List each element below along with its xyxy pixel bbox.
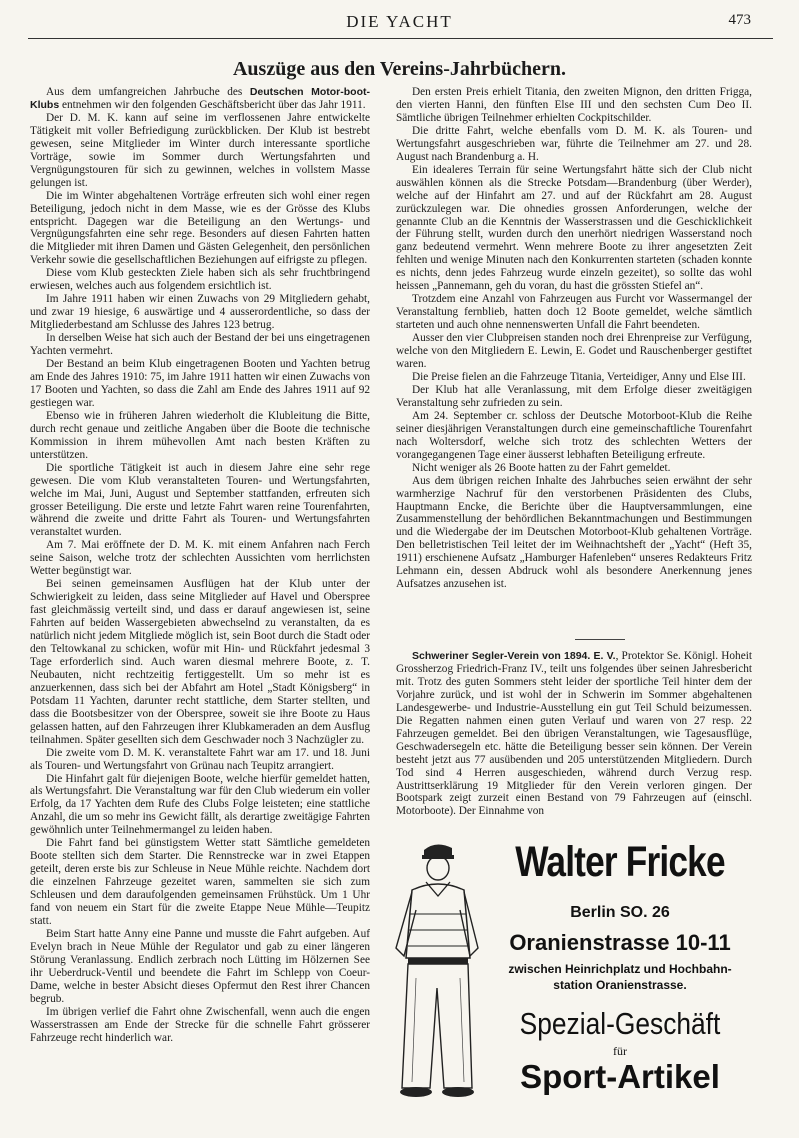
paragraph [30,358,370,410]
page-number: 473 [728,12,751,28]
advertiser-street: Oranienstrasse 10-11 [509,930,731,955]
schweriner-paragraph [396,650,752,818]
paragraph-text: Die Preise fielen an die Fahrzeuge Titania, Verteidiger, Anny und Else III. [412,370,746,383]
advertiser-fuer: für [613,1044,627,1058]
paragraph [396,293,752,332]
paragraph-text: Am 24. September cr. schloss der Deutsche Motorboot-Klub die Reihe seiner diesjährigen Veranstaltungen durch eine gemeinschaftliche Tourenfahrt nach Woltersdorf, welche sich trotz des schlechten Wetters der vorangegangenen Tage einer äusserst lebhaften Beteiligung erfreute. [396,409,752,461]
paragraph-text: Die sportliche Tätigkeit ist auch in diesem Jahre eine sehr rege gewesen. Die vom Klub veranstalteten Touren- und Wertungsfahrten, welche im Mai, Juni, August und September stattfanden, erfreuten sich grosser Beteiligung. Die erste und letzte Fahrt waren reine Tourenfahrten, während die zweite und dritte Fahrt als Touren- und Wertungsfahrten veranstaltet wurden. [30,461,370,539]
paragraph [30,267,370,293]
paragraph [30,928,370,1006]
paragraph-text: Am 7. Mai eröffnete der D. M. K. mit einem Anfahren nach Ferch seine Saison, welche trotz der schlechten Aussichten vom herrlichsten Wetter begünstigt war. [30,539,370,578]
club-name: Deutschen Motor-boot-Klubs [30,86,370,111]
paragraph [30,578,370,746]
paragraph-text: Beim Start hatte Anny eine Panne und musste die Fahrt aufgeben. Auf Evelyn brach in Neue Mühle der Regulator und gab zu einer längeren Störung Veranlassung. Endlich zerbrach noch Lütting im Hölzernen See ihr Ueberdruck-Ventil und beendete die Fahrt im Schlepp von Coeur-Dame, welche in bester Absicht dieses Opfermut den Rest ihrer Chancen begrub. [30,927,370,1005]
paragraph-text: Die zweite vom D. M. K. veranstaltete Fahrt war am 17. und 18. Juni als Touren- und Wertungsfahrt von Grünau nach Teupitz arrangiert. [30,746,370,772]
advertiser-name: Walter Fricke [515,838,725,886]
paragraph [396,410,752,462]
sailor-illustration [386,838,486,1104]
paragraph-text: Im Jahre 1911 haben wir einen Zuwachs von 29 Mitgliedern gehabt, und zwar 19 hiesige, 6 auswärtige und 4 ausserordentliche, so dass der Mitgliederbestand am Schlusse des Jahres 123 betrug. [30,293,370,332]
journal-title: DIE YACHT [346,12,453,31]
paragraph [396,86,752,125]
left-column [30,86,370,1116]
paragraph [30,112,370,190]
paragraph [30,293,370,332]
paragraph [30,837,370,928]
paragraph-text: Der Bestand an beim Klub eingetragenen Booten und Yachten betrug am Ende des Jahres 1910: 75, im Jahre 1911 hatten wir einen Zuwachs von 17 Booten und Yachten, so dass die Zahl am Ende des Jahres 1911 auf 92 gestiegen war. [30,358,370,409]
paragraph [396,332,752,371]
article-heading: Auszüge aus den Vereins-Jahrbüchern. [232,58,567,80]
schweriner-club-name: Schweriner Segler-Verein von 1894. E. V. [412,650,616,662]
schweriner-section [396,650,752,830]
paragraph [30,773,370,838]
paragraph [396,371,752,384]
advertiser-specialty: Spezial-Geschäft [519,1006,721,1041]
paragraph-text: Bei seinen gemeinsamen Ausflügen hat der Klub unter der Schwierigkeit zu leiden, dass seine Mitglieder auf Havel und Oberspree fast gleichmässig verteilt sind, und dass er darauf angewiesen ist, seine Fahrten auf beiden Wassergebieten abwechselnd zu veranstalten, da es natürlich nicht jedem Mitgliede möglich ist, sein Boot durch die Stadt oder den Teltowkanal zu schicken, wofür mit Hin- und Rückfahrt jedesmal 3 Tage erforderlich sind. Auch waren diesmal mehrere Boote, z. T. Neubauten, nicht rechtzeitig fertiggestellt. Um so mehr ist es anzuerkennen, dass sich bei der Abfahrt am Hotel „Stadt Königsberg“ in Potsdam 11 Yachten, darunter recht stattliche, dem Starter stellten, und dass die Bootsbesitzer von der Oberspree, soweit sie ihre Boote zu Haus gelassen hatten, auf den Fahrzeugen ihrer Klubkameraden an dem Ausflug teilnahmen. Später gesellten sich dem Geschwader noch 3 Nachzügler zu. [30,578,370,746]
advertiser-location-line1: zwischen Heinrichplatz und Hochbahn- [508,962,732,976]
paragraph-text: Der Klub hat alle Veranlassung, mit dem Erfolge dieser zweitägigen Veranstaltung sehr zufrieden zu sein. [396,383,752,409]
paragraph-text: Ebenso wie in früheren Jahren wiederholt die Klubleitung die Bitte, durch recht genaue und zeitliche Angaben über die Boote die technische Kommission in ihrem mühevollen Amt nach besten Kräften zu unterstützen. [30,409,370,461]
advertiser-goods: Sport-Artikel [520,1058,720,1095]
paragraph-text: Diese vom Klub gesteckten Ziele haben sich als sehr fruchtbringend erwiesen, welches auch aus folgendem ersichtlich ist. [30,267,370,293]
paragraph-text: Ausser den vier Clubpreisen standen noch drei Ehrenpreise zur Verfügung, welche von den Mitgliedern E. Lewin, E. Godet und Rauschenberger gestiftet waren. [396,332,752,371]
paragraph-text: Trotzdem eine Anzahl von Fahrzeugen aus Furcht vor Wassermangel der Veranstaltung fernblieb, hatten doch 12 Boote gemeldet, welche sämtlich starteten und auch ohne nennenswerten Unfall die Fahrt beendeten. [396,293,752,332]
paragraph [30,539,370,578]
paragraph [30,410,370,462]
paragraph-text: Die Fahrt fand bei günstigstem Wetter statt Sämtliche gemeldeten Boote stellten sich dem Starter. Die Rennstrecke war in zwei Etappen geteilt, deren erste bis zur Schleuse in Neue Mühle reichte. Nachdem dort die einzelnen Fahrzeuge gezeitet waren, sammelten sie sich zum Schleusen und dem daraufolgenden gemeinsamen Frühstück. Um 1 Uhr fand von neuem ein Start für die zweite Etappe Neue Mühle—Teupitz statt. [30,837,370,927]
paragraph-text: Die im Winter abgehaltenen Vorträge erfreuten sich wohl einer regen Beteiligung, jedoch nicht in dem Masse, wie es der Grösse des Klubs entspricht. Dagegen war die Beteiligung an den Wertungs- und Vergnügungsfahrten eine sehr rege. Besonders auf diesen Fahrten hatten die Mitglieder mit ihren Damen und Gästen Gelegenheit, den persönlichen Verkehr sowie die gesellschaftlichen Beziehungen auf eifrigste zu pflegen. [30,189,370,267]
paragraph-lead: Aus dem umfangreichen Jahrbuche des [46,86,250,98]
paragraph [396,462,752,475]
running-head [0,12,799,36]
paragraph-text: Nicht weniger als 26 Boote hatten zu der Fahrt gemeldet. [412,461,671,474]
advertiser-location-line2: station Oranienstrasse. [553,978,687,992]
paragraph-text: In derselben Weise hat sich auch der Bestand der bei uns eingetragenen Yachten vermehrt. [30,332,370,358]
paragraph [30,747,370,773]
paragraph-text: entnehmen wir den folgenden Geschäftsbericht über das Jahr 1911. [59,98,366,111]
paragraph [396,475,752,592]
paragraph-text: Im übrigen verlief die Fahrt ohne Zwischenfall, wenn auch die engen Wasserstrassen am Ende der Strecke für die schnelle Fahrt grösserer Fahrzeuge recht hinderlich war. [30,1005,370,1044]
advertiser-city: Berlin SO. 26 [570,904,670,921]
paragraph [396,125,752,164]
right-column [396,86,752,628]
paragraph [30,462,370,540]
header-rule [28,38,773,39]
paragraph [396,384,752,410]
paragraph [30,332,370,358]
paragraph [30,1006,370,1045]
paragraph [30,86,370,112]
paragraph-text: Aus dem übrigen reichen Inhalte des Jahrbuches seien erwähnt der sehr warmherzige Nachruf für den verstorbenen Präsidenten des Clubs, Hauptmann Encke, die Berichte über die Hauptversammlungen, eine Zusammenstellung der behördlichen Bekanntmachungen und Bestimmungen und die Wiedergabe der im Deutschen Motorboot-Klub gehaltenen Vorträge. Den belletristischen Teil leitet der im Weihnachtsheft der „Yacht“ (Heft 35, 1911) erschienene Aufsatz „Hamburger Hafenleben“ unseres Redakteurs Fritz Lehmann ein, dessen Abdruck wohl als besondere Anerkennung jenes Aufsatzes anzusehen ist. [396,474,752,591]
paragraph-text: Die Hinfahrt galt für diejenigen Boote, welche hierfür gemeldet hatten, als Wertungsfahrt. Die Veranstaltung war für den Club wiederum ein voller Erfolg, da 17 Yachten dem Rufe des Clubs Folge leisteten; eine stattliche Anzahl, die um so mehr ins Gewicht fällt, als derartige zweitägige Fahrten gewöhnlich unter Teilnehmermangel zu leiden haben. [30,772,370,837]
paragraph-text: Der D. M. K. kann auf seine im verflossenen Jahre entwickelte Tätigkeit mit voller Befriedigung zurückblicken. Der Klub ist bestrebt gewesen, seine Mitglieder im Winter durch interessante sportliche Vorträge, sowie im Sommer durch Wertungsfahrten und Vergnügungstouren für sich zu gewinnen, welches in vollstem Masse gelungen ist. [30,111,370,189]
schweriner-text: , Protektor Se. Königl. Hoheit Grossherzog Friedrich-Franz IV., teilt uns folgendes über seinen Jahresbericht mit. Trotz des guten Sommers steht leider der sportliche Teil hinter dem der Vorjahre zurück, und ist wohl der in Schwerin im Sommer abgehaltenen Landesgewerbe- und Industrie-Ausstellung ein gut Teil Schuld beizumessen. Die Regatten nahmen einen guten Verlauf und waren von 27 resp. 22 Fahrzeugen gemeldet. Bei den übrigen Veranstaltungen, wie Tagesausflüge, Geschwadersegeln etc. hätte die Beteiligung besser sein können. Der Verein besteht jetzt aus 77 ausübenden und 205 unterstützenden Mitgliedern. Durch Tod sind 4 Herren ausgeschieden, während durch Verzug resp. Austrittserklärung 19 Mitglieder für den Verein verloren gingen. Der Bootspark zeigt zurzeit einen Bestand von 79 Fahrzeugen auf (einschl. Motorboote). Der Einnahme von [396,650,752,818]
section-separator [575,639,625,640]
paragraph-text: Ein idealeres Terrain für seine Wertungsfahrt hätte sich der Club nicht auswählen können als die Strecke Potsdam—Brandenburg (über Werder), welche auf der Hinfahrt am 27. und auf der Rückfahrt am 28. August zurückzulegen war. Die ohnedies grossen Anforderungen, welche der genannte Club an die Kenntnis der Wasserstrassen und die Geschicklichkeit der Führung stellt, wurden durch den unerhört niedrigen Wasserstand noch ganz bedeutend vermehrt. Wenn mehrere Boote zu ihrer angesetzten Zeit fehlten und wenige Minuten nach den Konkurrenten starteten (schaden konnte es nichts, denn jedes Fahrzeug wurde einzeln gezeitet), so sollte das wohl heissen „Pannemann, geh du voran, du hast die grössten Stiefel an“. [396,163,752,293]
paragraph-text: Den ersten Preis erhielt Titania, den zweiten Mignon, den dritten Frigga, den vierten Hanni, den fünften Else III und den sechsten Cum Deo II. Sämtliche übrigen Teilnehmer erhielten Cockpitschilder. [396,86,752,124]
paragraph [396,164,752,294]
paragraph [30,190,370,268]
paragraph-text: Die dritte Fahrt, welche ebenfalls vom D. M. K. als Touren- und Wertungsfahrt ausgeschrieben war, führte die Teilnehmer am 27. und 28. August nach Brandenburg a. H. [396,124,752,163]
